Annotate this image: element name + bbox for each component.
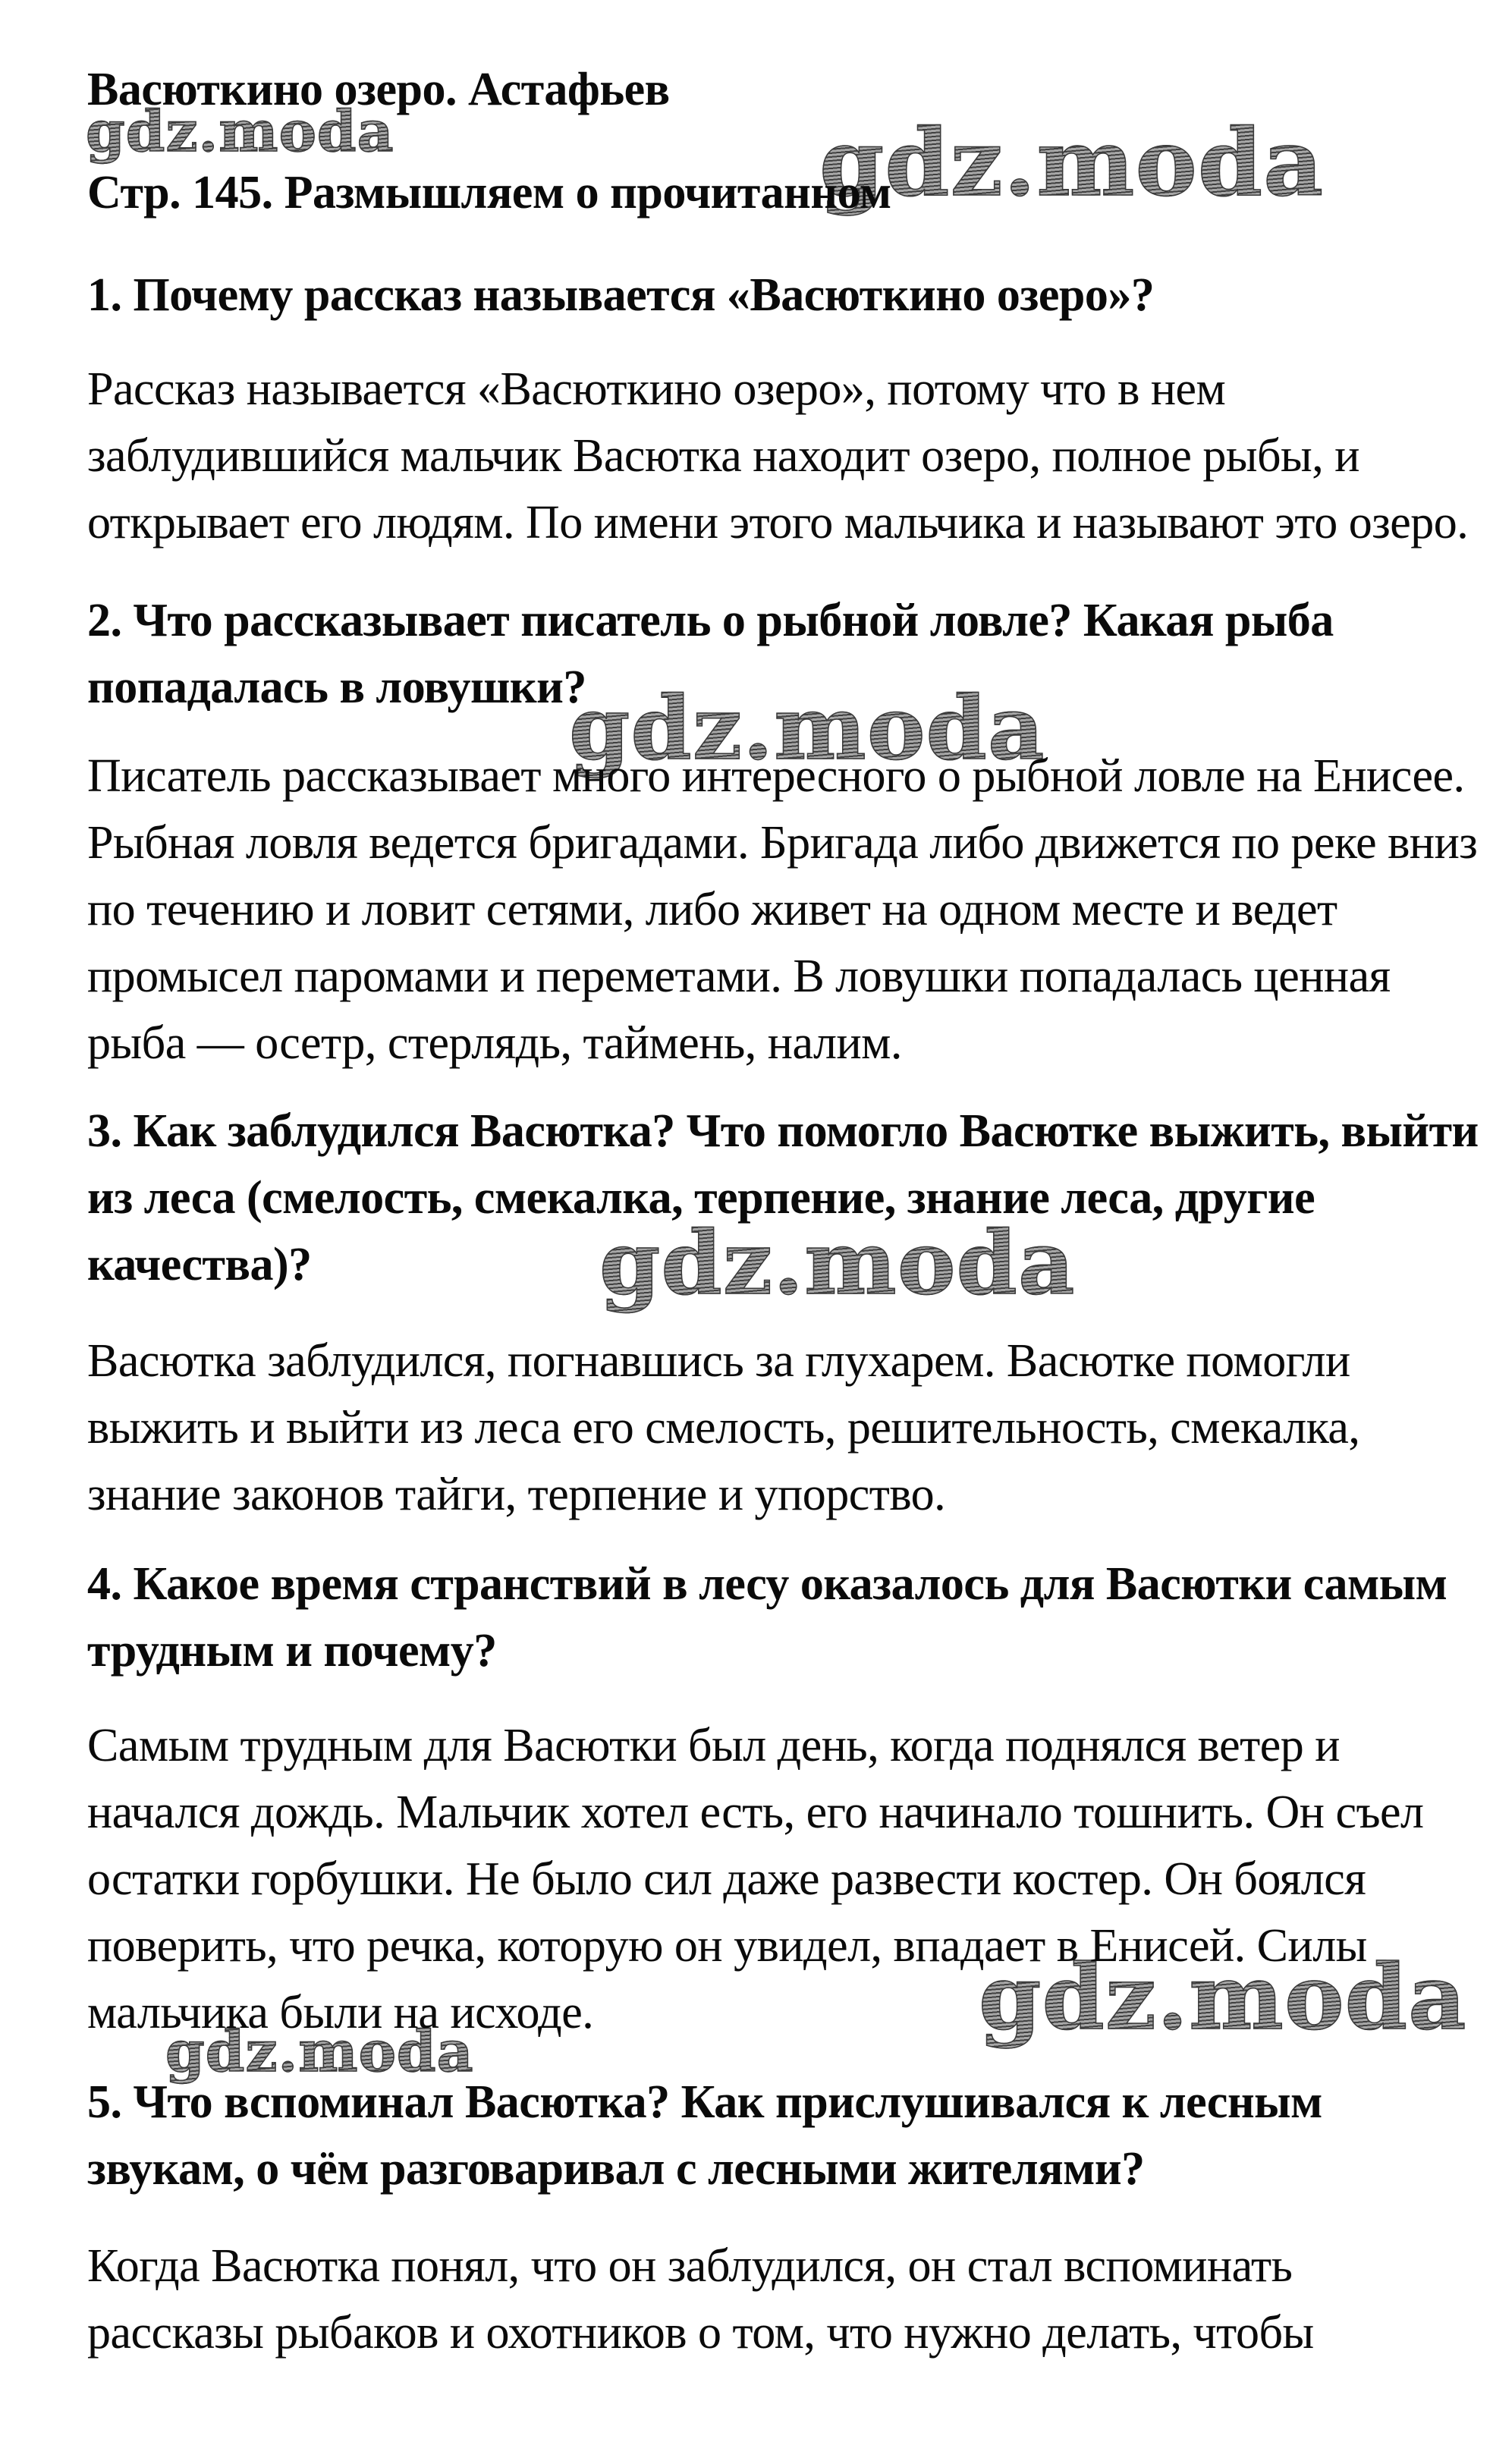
- question-4: [87, 1551, 1447, 1684]
- question-1: [87, 262, 1154, 328]
- question-3-line-1: 3. Как заблудился Васютка? Что помогло Васютке выжить, выйти: [87, 1105, 1479, 1157]
- gdz-moda-watermark: gdz.moda: [165, 2019, 474, 2085]
- question-2-line-1: 2. Что рассказывает писатель о рыбной ловле? Какая рыба: [87, 595, 1334, 646]
- answer-2-line-1: Писатель рассказывает много интересного о рыбной ловле на Енисее.: [87, 750, 1465, 802]
- answer-2-line-2: Рыбная ловля ведется бригадами. Бригада либо движется по реке вниз: [87, 817, 1478, 869]
- question-3-line-3: качества)?: [87, 1239, 312, 1290]
- question-4-line-2: трудным и почему?: [87, 1625, 497, 1677]
- question-3-line-2: из леса (смелость, смекалка, терпение, знание леса, другие: [87, 1172, 1315, 1224]
- answer-4-line-5: мальчика были на исходе.: [87, 1987, 594, 2038]
- answer-2-line-4: промысел паромами и переметами. В ловушки попадалась ценная: [87, 951, 1391, 1002]
- answer-3-line-3: знание законов тайги, терпение и упорство.: [87, 1469, 946, 1520]
- question-5-line-1: 5. Что вспоминал Васютка? Как прислушивался к лесным: [87, 2076, 1322, 2128]
- answer-1: [87, 356, 1468, 556]
- answer-3-line-2: выжить и выйти из леса его смелость, решительность, смекалка,: [87, 1402, 1360, 1454]
- question-1-line-1: 1. Почему рассказ называется «Васюткино озеро»?: [87, 269, 1155, 321]
- gdz-moda-watermark: gdz.moda: [86, 99, 394, 165]
- answer-4-line-4: поверить, что речка, которую он увидел, впадает в Енисей. Силы: [87, 1920, 1367, 1972]
- page-subtitle-text: Стр. 145. Размышляем о прочитанном: [87, 167, 891, 218]
- question-4-line-1: 4. Какое время странствий в лесу оказалось для Васютки самым: [87, 1558, 1447, 1610]
- gdz-moda-watermark: gdz.moda: [979, 1944, 1467, 2050]
- answer-1-line-3: открывает его людям. По имени этого мальчика и называют это озеро.: [87, 497, 1469, 548]
- page-subtitle: [87, 159, 891, 226]
- answer-4: [87, 1712, 1424, 2046]
- answer-2-line-5: рыба — осетр, стерлядь, таймень, налим.: [87, 1017, 902, 1069]
- question-2: [87, 587, 1334, 721]
- answer-2-line-3: по течению и ловит сетями, либо живет на одном месте и ведет: [87, 884, 1337, 935]
- answer-1-line-2: заблудившийся мальчик Васютка находит озеро, полное рыбы, и: [87, 430, 1359, 482]
- gdz-moda-watermark: gdz.moda: [599, 1212, 1076, 1315]
- page-title: [87, 56, 670, 123]
- gdz-moda-watermark: gdz.moda: [819, 108, 1325, 217]
- answer-5-line-2: рассказы рыбаков и охотников о том, что нужно делать, чтобы: [87, 2307, 1314, 2359]
- answer-5: [87, 2233, 1314, 2366]
- answer-3: [87, 1328, 1359, 1528]
- question-5-line-2: звукам, о чём разговаривал с лесными жителями?: [87, 2143, 1145, 2195]
- answer-2: [87, 743, 1477, 1076]
- answer-5-line-1: Когда Васютка понял, что он заблудился, он стал вспоминать: [87, 2240, 1293, 2292]
- question-5: [87, 2069, 1322, 2202]
- question-3: [87, 1098, 1479, 1298]
- answer-4-line-2: начался дождь. Мальчик хотел есть, его начинало тошнить. Он съел: [87, 1787, 1424, 1838]
- question-2-line-2: попадалась в ловушки?: [87, 662, 586, 713]
- page-title-text: Васюткино озеро. Астафьев: [87, 64, 670, 115]
- gdz-moda-watermark: gdz.moda: [569, 677, 1045, 780]
- answer-1-line-1: Рассказ называется «Васюткино озеро», потому что в нем: [87, 363, 1226, 415]
- answer-4-line-1: Самым трудным для Васютки был день, когда поднялся ветер и: [87, 1720, 1340, 1771]
- answer-4-line-3: остатки горбушки. Не было сил даже развести костер. Он боялся: [87, 1853, 1366, 1905]
- answer-3-line-1: Васютка заблудился, погнавшись за глухарем. Васютке помогли: [87, 1335, 1350, 1387]
